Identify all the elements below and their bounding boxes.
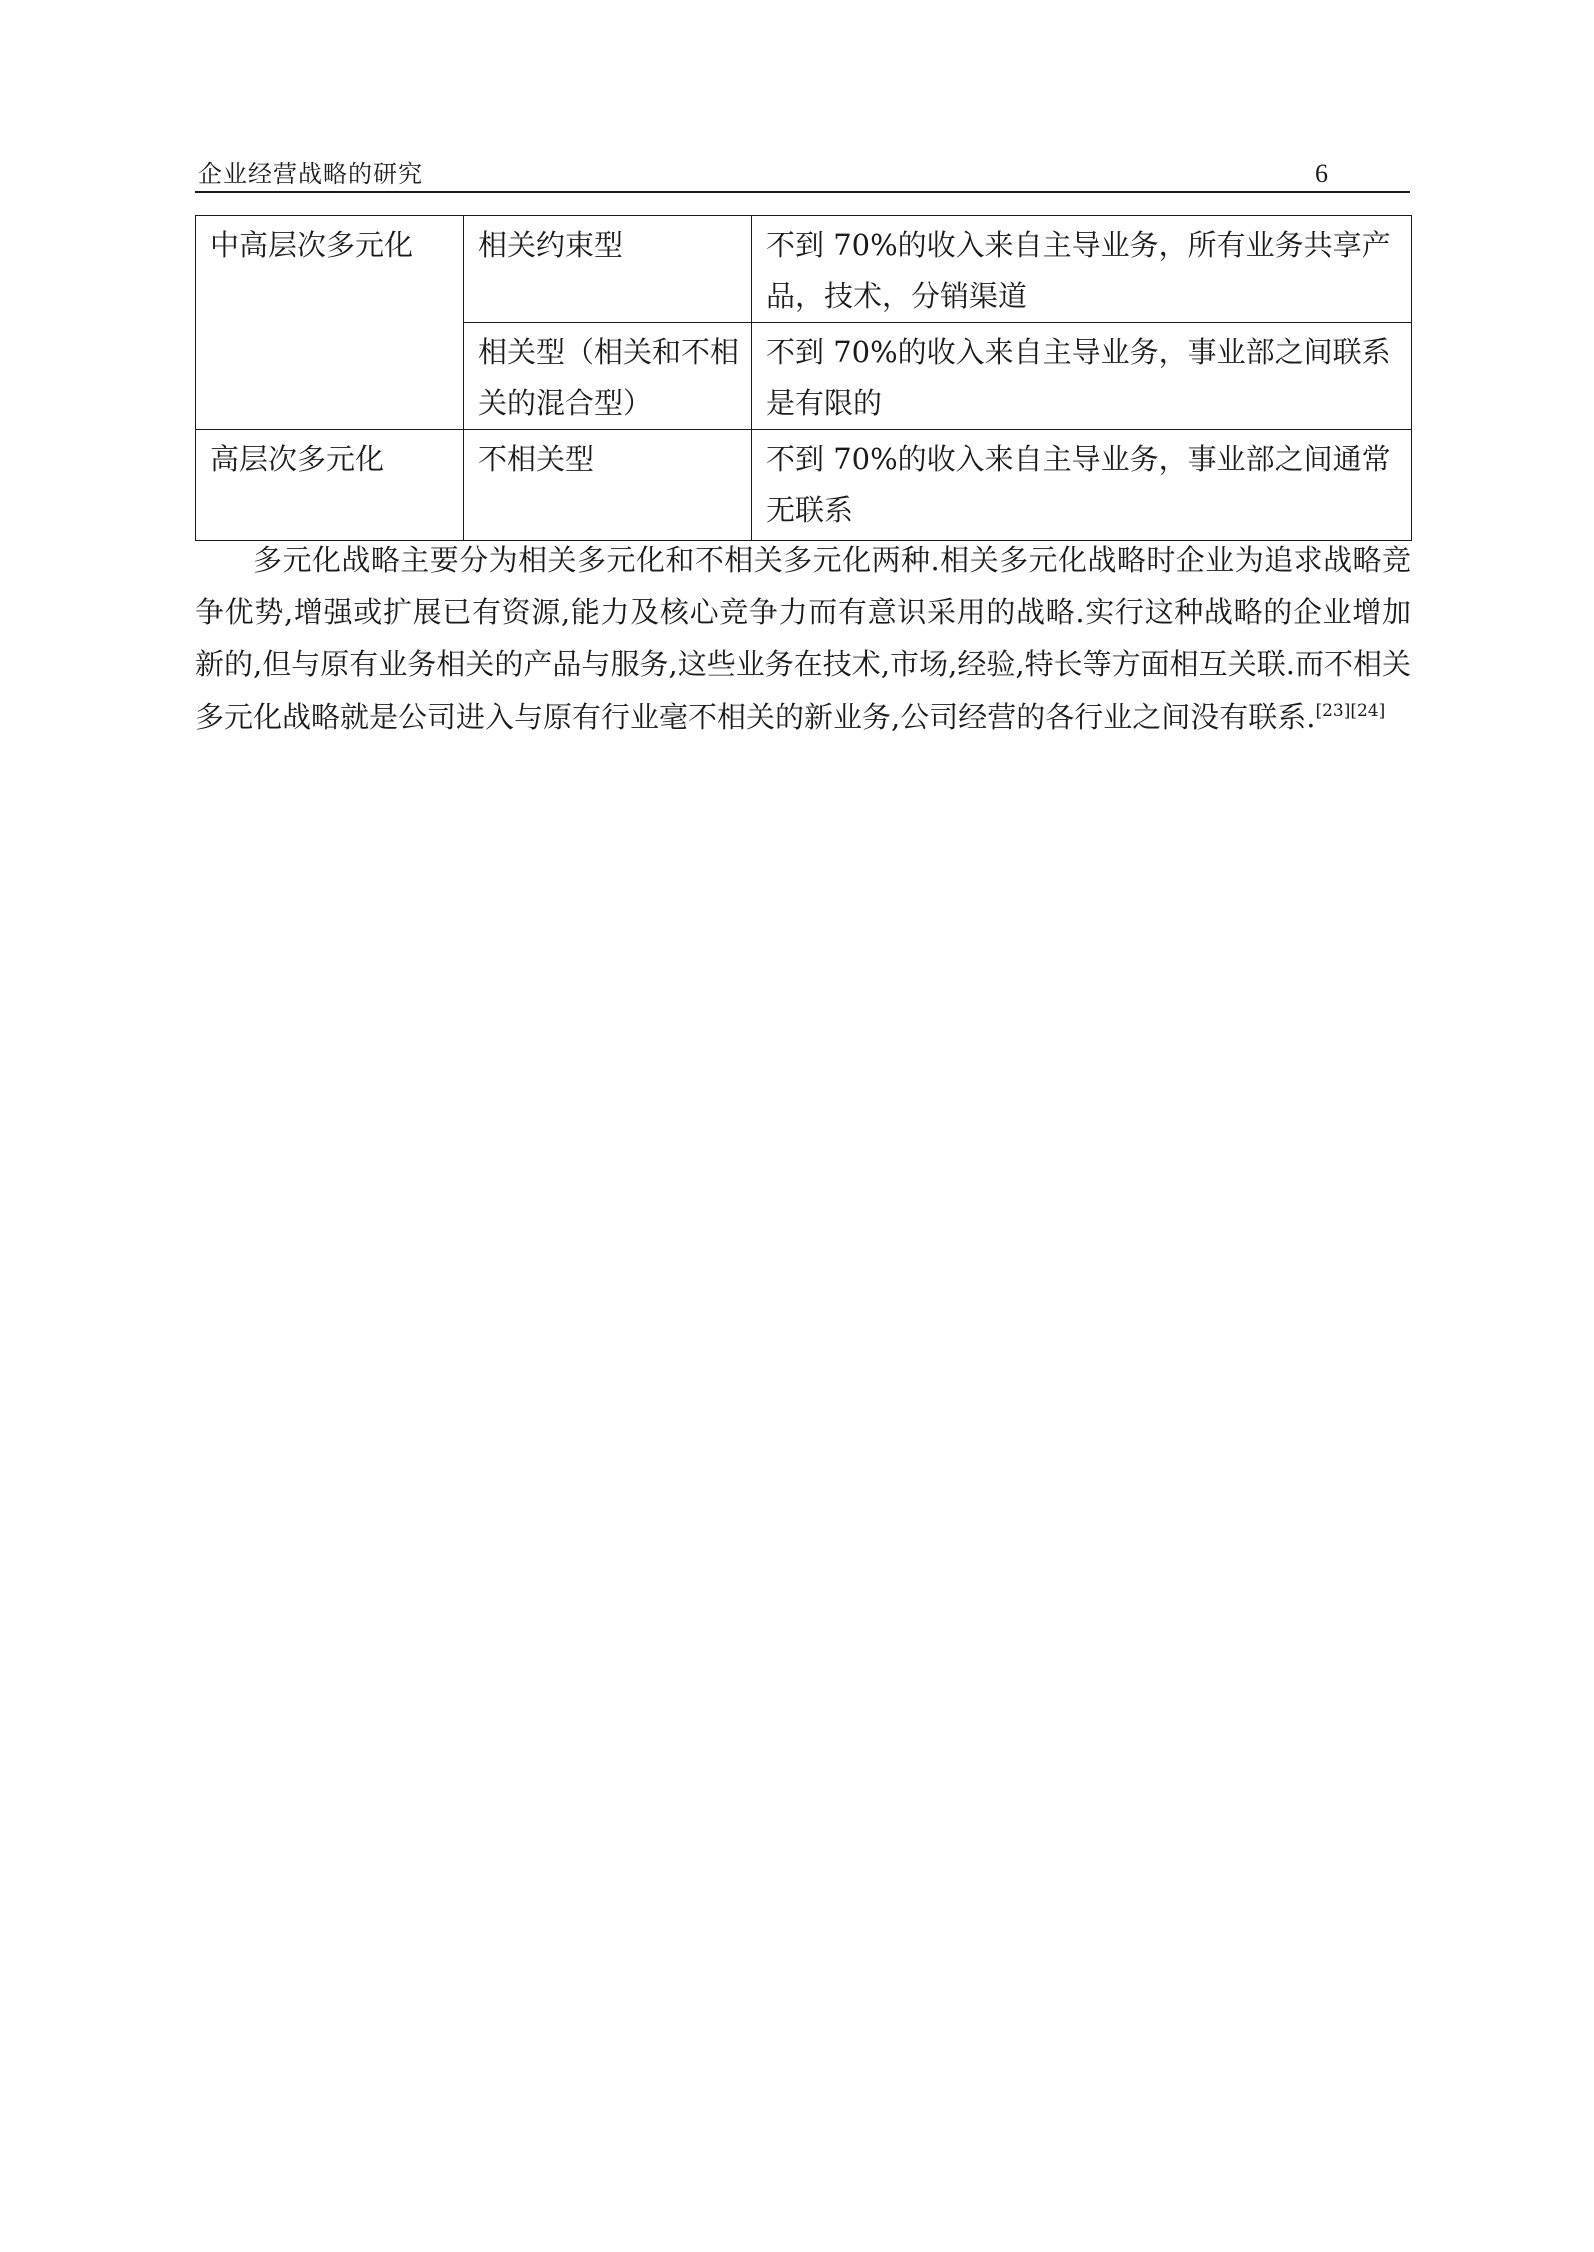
citation-reference: [23][24] xyxy=(1315,700,1386,721)
table-cell-description: 不到 70%的收入来自主导业务，所有业务共享产品，技术，分销渠道 xyxy=(752,216,1412,323)
table-cell-description: 不到 70%的收入来自主导业务，事业部之间通常无联系 xyxy=(752,430,1412,541)
header-rule xyxy=(195,191,1410,193)
table-cell-type: 相关型（相关和不相关的混合型） xyxy=(464,323,752,430)
table-row xyxy=(196,216,1412,323)
body-paragraph xyxy=(195,534,1411,743)
table-row xyxy=(196,430,1412,541)
table-cell-level: 高层次多元化 xyxy=(196,430,464,541)
running-header xyxy=(195,156,1410,192)
table-cell-description: 不到 70%的收入来自主导业务，事业部之间联系是有限的 xyxy=(752,323,1412,430)
header-title: 企业经营战略的研究 xyxy=(198,160,423,188)
table-cell-level: 中高层次多元化 xyxy=(196,216,464,430)
page-number: 6 xyxy=(1315,159,1328,188)
diversification-table xyxy=(195,215,1412,541)
paragraph-text: 多元化战略主要分为相关多元化和不相关多元化两种.相关多元化战略时企业为追求战略竞争优势,增强或扩展已有资源,能力及核心竞争力而有意识采用的战略.实行这种战略的企业增加新的,但与原有业务相关的产品与服务,这些业务在技术,市场,经验,特长等方面相互关联.而不相关多元化战略就是公司进入与原有行业毫不相关的新业务,公司经营的各行业之间没有联系. xyxy=(195,543,1411,734)
table-cell-type: 不相关型 xyxy=(464,430,752,541)
table-cell-type: 相关约束型 xyxy=(464,216,752,323)
